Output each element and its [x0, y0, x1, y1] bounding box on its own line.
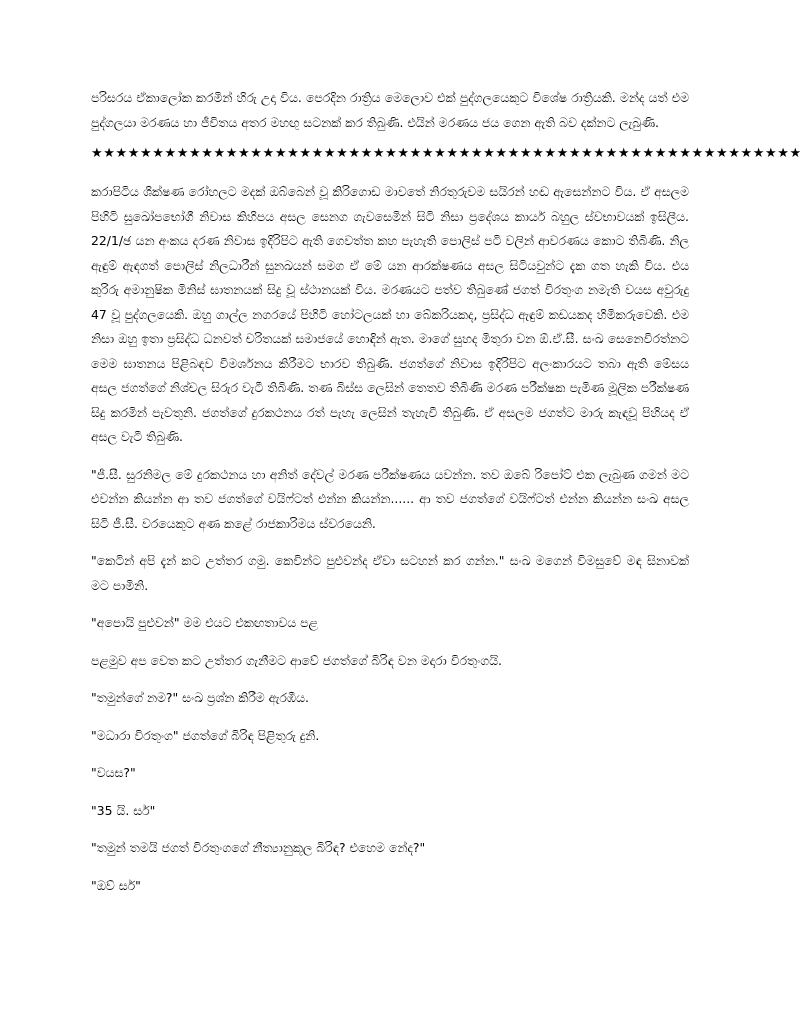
dialogue-line: "තමුන් තමයි ජගත් විරතුංගගේ නීත්‍යානුකූල බිරිඳ? එහෙම නේද?" — [91, 840, 426, 855]
dialogue-line: "මධාරා විරතුංග" ජගත්ගේ බිරිඳ පිළිතුරු දුනි. — [91, 727, 320, 743]
dialogue-line: "වයස?" — [91, 765, 136, 780]
document-page — [91, 86, 802, 911]
main-paragraph: කරාපිටිය ශික්ෂණ රෝහලට මදක් ඔබ්බෙන් වූ කිරිගොඩ මාවතේ නිරතුරුවම සයිරන් හඬ ඇසෙන්නට විය. ඒ අසලම පිහිටි සුඛෝපභෝගී නිවාස කිහිපය අසල සෙනග ගැවසෙමින් සිටි නිසා ප්‍රදේශය කාර්ය බහුල ස්වභාවයක් ඉසිලීය. 22/1/ඡ යන අංකය දරණ නිවාස ඉදිරිපිට ඇති ගෙවත්ත කහ පැහැති පොලිස් පටි වලින් ආවරණය කොට තිබිණි. නිල ඇඳුම් ඇඳගත් පොලිස් නිලධාරීන් සුනඛයන් සමග ඒ මේ යන ආරක්ෂණය අසල සිටියවුන්ට දැක ගත හැකි විය. එය කුරිරු අමානුෂික මිනිස් ඝාතනයක් සිදු වූ ස්ථානයක් විය. මරණයට පත්ව තිබුණේ ජගත් විරතුංග නමැති වයස අවුරුදු 47 වූ පුද්ගලයෙකි. ඔහු ගාල්ල නගරයේ පිහිටි හෝටලයක් හා බේකරියකද, ප්‍රසිද්ධ ඇඳුම් කඩයකද හිමිකරුවෙකි. එම නිසා ඔහු ඉතා ප්‍රසිද්ධ ධනවත් චරිතයක් සමාජයේ හොඳින් ඇත. මාගේ සුහද මිතුරා වන ඕ.ඒ.සී. සංඛ සෙනෙවිරත්නට මෙම ඝාතනය පිළිබඳව විමර්ශනය කිරීමට භාරව තිබුණි. ජගත්ගේ නිවාස ඉදිරිපිට අලංකාරයට තබා ඇති මේසය අසල ජගත්ගේ නිශ්චල සිරුර වැටී තිබිණි. තණ බිස්ස ලෙසින් තෙතව තිබිණි මරණ පරීක්ෂක පැමිණ මූලික පරීක්ෂණ සිදු කරමින් පැවතුනි. ජගත්ගේ දුරකථනය රත් පැහැ ලෙසින් තැහැවී තිබුණි. ඒ අසලම ජගත්ට මාරු කැඳවූ පිහියද ඒ අසල වැටී තිබුණි. — [91, 184, 689, 444]
dialogue-line: පළමුව අප වෙත කට උත්තර ගැනීමට ආවේ ජගත්ගේ බිරිඳ වන මදාරා විරතුංගයි. — [91, 652, 502, 668]
dialogue-line: "තමුන්ගේ නම?" සංඛ ප්‍රශ්න කිරීම ඇරඹීය. — [91, 690, 309, 705]
dialogue-line: "ඔව් සර්" — [91, 877, 141, 893]
dialogue-line: "අපොයි පුළුවන්" මම එයට එකඟතාවය පළ — [91, 615, 318, 630]
star-separator: ★★★★★★★★★★★★★★★★★★★★★★★★★★★★★★★★★★★★★★★★★★★★★★★★★★★★★★★★★★ — [91, 146, 802, 161]
quote-paragraph-2: "කෙටින් අපි දැන් කට උත්තර ගමු. කෙවින්ට පුළුවන්ද ඒවා සටහන් කර ගන්න." සංඛ මගෙන් විමසුවේ මඳ සිනාවක් මට පාමිනි. — [91, 553, 689, 593]
dialogue-line: "35 යි. සර්" — [91, 802, 156, 818]
quote-paragraph-1: "ජී.සී. සුරනිමල මේ දුරකථනය හා අනිත් දේවල් මරණ පරීක්ෂණය යවන්න. තව ඔබේ රිපෝට් එක ලැබුණ ගමන් මට එවන්න කියන්න ආ තව ජගත්ගේ වයිෆ්ටත් එන්න කියන්න...... ආ තව ජගත්ගේ වයිෆ්ටත් එන්න කියන්න සංඛ අසල සිටි ජී.සී. වරයෙකුට අණ කළේ රාජකාරිමය ස්වරයෙනි. — [91, 466, 689, 531]
intro-paragraph: පරිසරය ඒකාලෝක කරමින් හිරු උදා විය. පෙරදින රාත්‍රිය මෙලොව එක් පුද්ගලයෙකුට විශේෂ රාත්‍රියකි. මන්ද යත් එම පුද්ගලයා මරණය හා ජීවිතය අතර මහඟු සටනක් කර තිබුණි. එයින් මරණය ජය ගෙන ඇති බව දක්නට ලැබුණි. — [91, 90, 689, 130]
